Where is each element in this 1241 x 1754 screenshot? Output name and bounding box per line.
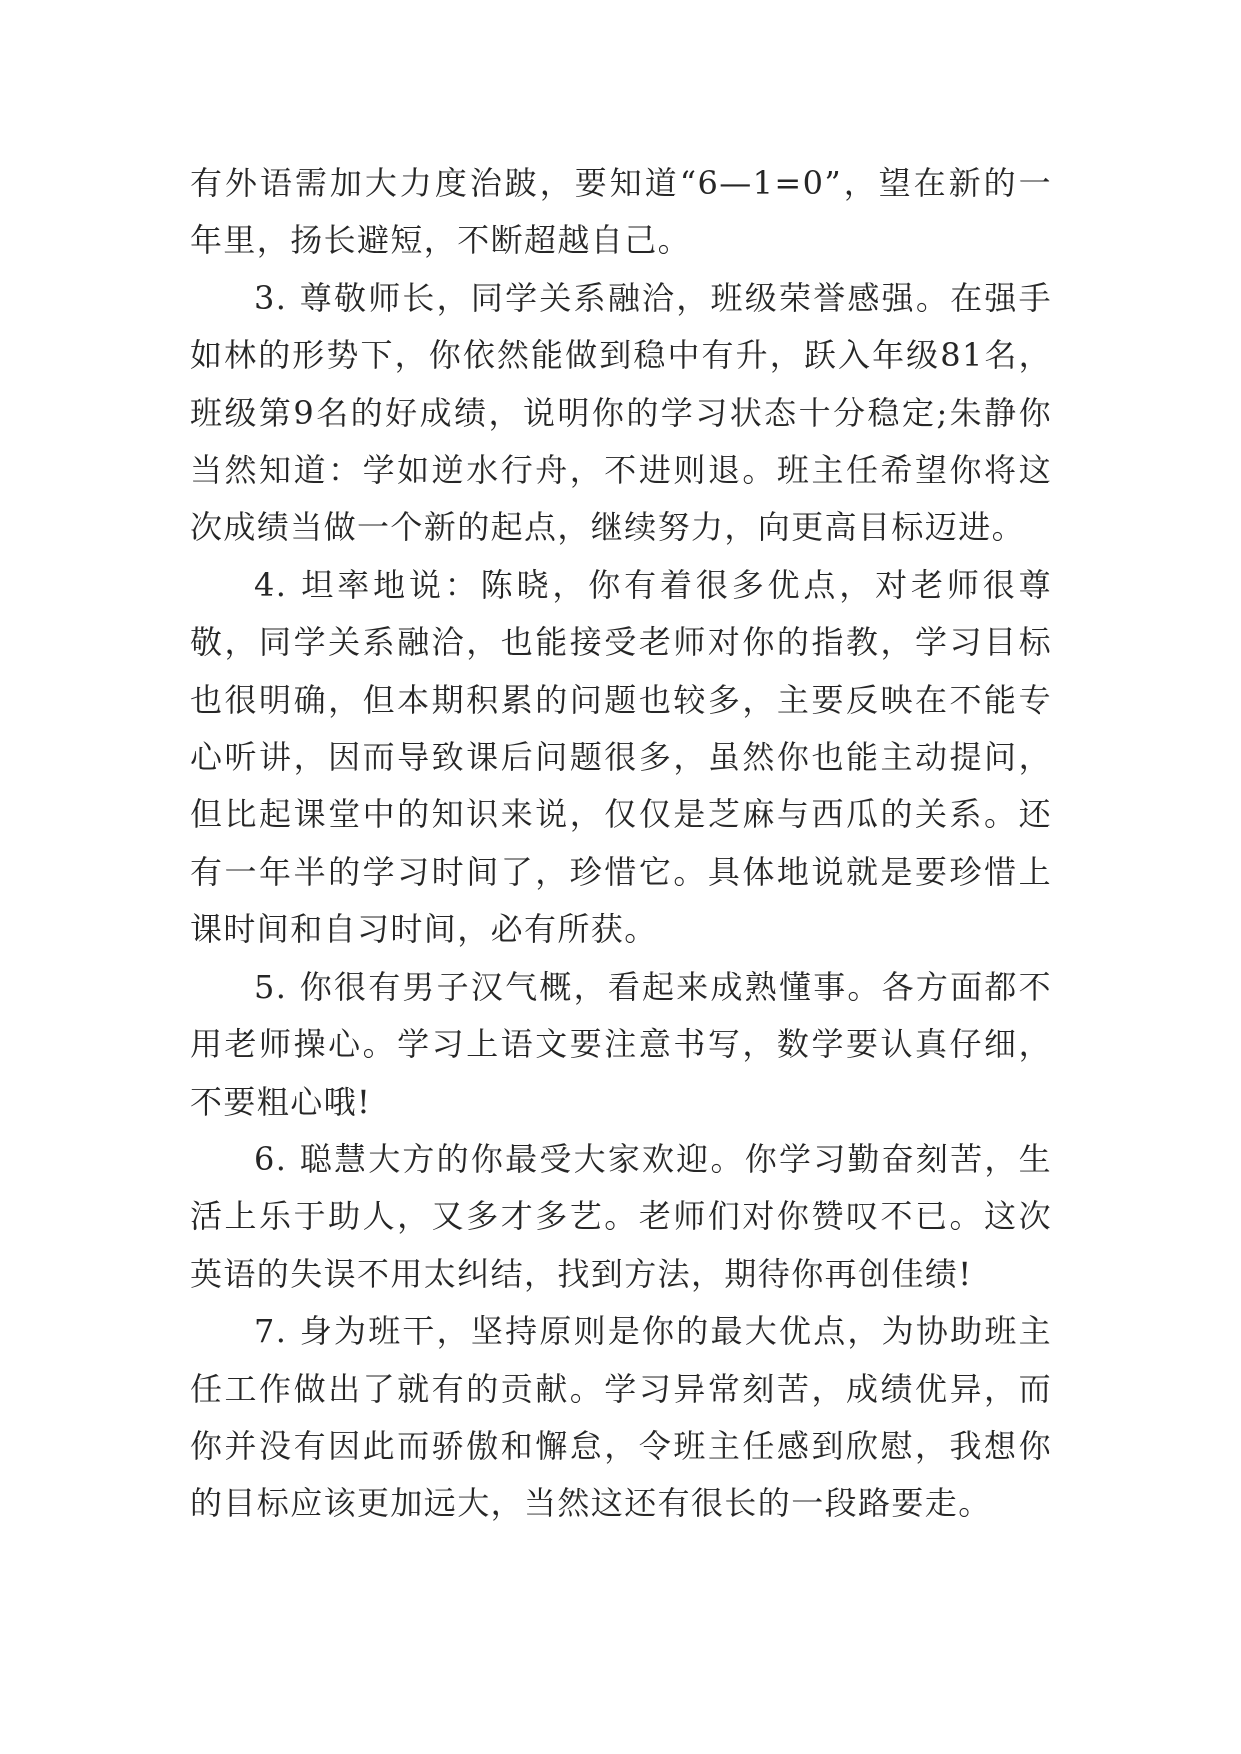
paragraph-comment-4: 4. 坦率地说：陈晓，你有着很多优点，对老师很尊敬，同学关系融洽，也能接受老师对你的指教，学习目标也很明确，但本期积累的问题也较多，主要反映在不能专心听讲，因而导致课后问题很多，虽然你也能主动提问，但比起课堂中的知识来说，仅仅是芝麻与西瓜的关系。还有一年半的学习时间了，珍惜它。具体地说就是要珍惜上课时间和自习时间，必有所获。 [190,565,1052,949]
paragraph-comment-7: 7. 身为班干，坚持原则是你的最大优点，为协助班主任工作做出了就有的贡献。学习异常刻苦，成绩优异，而你并没有因此而骄傲和懈怠，令班主任感到欣慰，我想你的目标应该更加远大，当然这还有很长的一段路要走。 [190,1312,1052,1523]
paragraph-comment-3: 3. 尊敬师长，同学关系融洽，班级荣誉感强。在强手如林的形势下，你依然能做到稳中有升，跃入年级81名，班级第9名的好成绩，说明你的学习状态十分稳定;朱静你当然知道：学如逆水行舟，不进则退。班主任希望你将这次成绩当做一个新的起点，继续努力，向更高目标迈进。 [190,278,1052,547]
paragraph-continuation: 有外语需加大力度治跛，要知道“6—1=0”，望在新的一年里，扬长避短，不断超越自己。 [190,164,1052,260]
document-body [190,155,1052,1533]
paragraph-comment-6: 6. 聪慧大方的你最受大家欢迎。你学习勤奋刻苦，生活上乐于助人，又多才多艺。老师们对你赞叹不已。这次英语的失误不用太纠结，找到方法，期待你再创佳绩! [190,1139,1052,1293]
paragraph-comment-5: 5. 你很有男子汉气概，看起来成熟懂事。各方面都不用老师操心。学习上语文要注意书写，数学要认真仔细，不要粗心哦! [190,967,1052,1121]
